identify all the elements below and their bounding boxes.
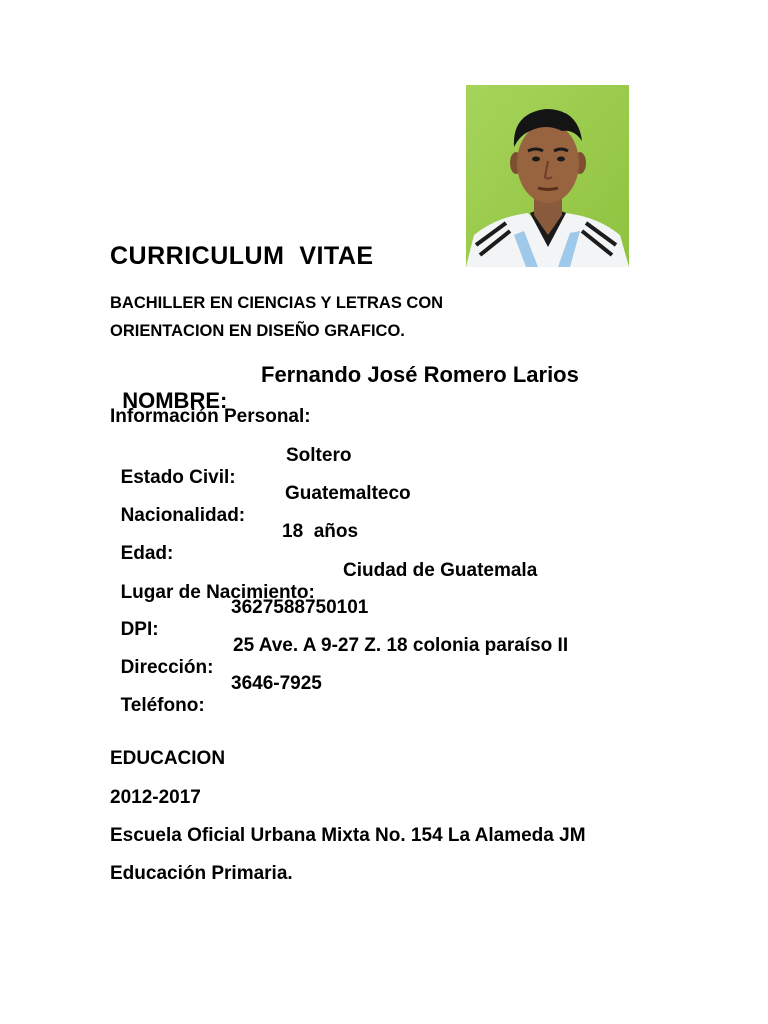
- profile-photo-image: [466, 85, 629, 267]
- age-row: [110, 521, 359, 565]
- birthplace-label: Lugar de Nacimiento:: [120, 582, 315, 603]
- phone-label: Teléfono:: [120, 695, 205, 716]
- phone-row: [110, 673, 322, 717]
- personal-info-heading: Información Personal:: [110, 406, 311, 427]
- education-years: 2012-2017: [110, 787, 201, 808]
- age-label: Edad:: [120, 543, 174, 564]
- education-level: Educación Primaria.: [110, 863, 293, 884]
- civil-status-label: Estado Civil:: [120, 467, 236, 488]
- profile-photo: [466, 85, 629, 267]
- document-title: CURRICULUM VITAE: [110, 242, 374, 270]
- birthplace-value: Ciudad de Guatemala: [343, 560, 538, 581]
- nationality-label: Nacionalidad:: [120, 505, 246, 526]
- education-school: Escuela Oficial Urbana Mixta No. 154 La Alameda JM: [110, 825, 586, 846]
- degree-line-1: BACHILLER EN CIENCIAS Y LETRAS CON: [110, 294, 444, 312]
- education-heading: EDUCACION: [110, 748, 226, 769]
- dpi-value: 3627588750101: [231, 597, 369, 618]
- name-label: NOMBRE:: [122, 388, 228, 413]
- phone-value: 3646-7925: [231, 673, 322, 694]
- dpi-label: DPI:: [120, 619, 159, 640]
- address-value: 25 Ave. A 9-27 Z. 18 colonia paraíso II: [233, 635, 569, 656]
- name-value: Fernando José Romero Larios: [261, 362, 579, 387]
- nationality-value: Guatemalteco: [285, 483, 411, 504]
- age-value: 18 años: [282, 521, 359, 542]
- civil-status-value: Soltero: [286, 445, 352, 466]
- degree-line-2: ORIENTACION EN DISEÑO GRAFICO.: [110, 322, 405, 340]
- address-label: Dirección:: [120, 657, 214, 678]
